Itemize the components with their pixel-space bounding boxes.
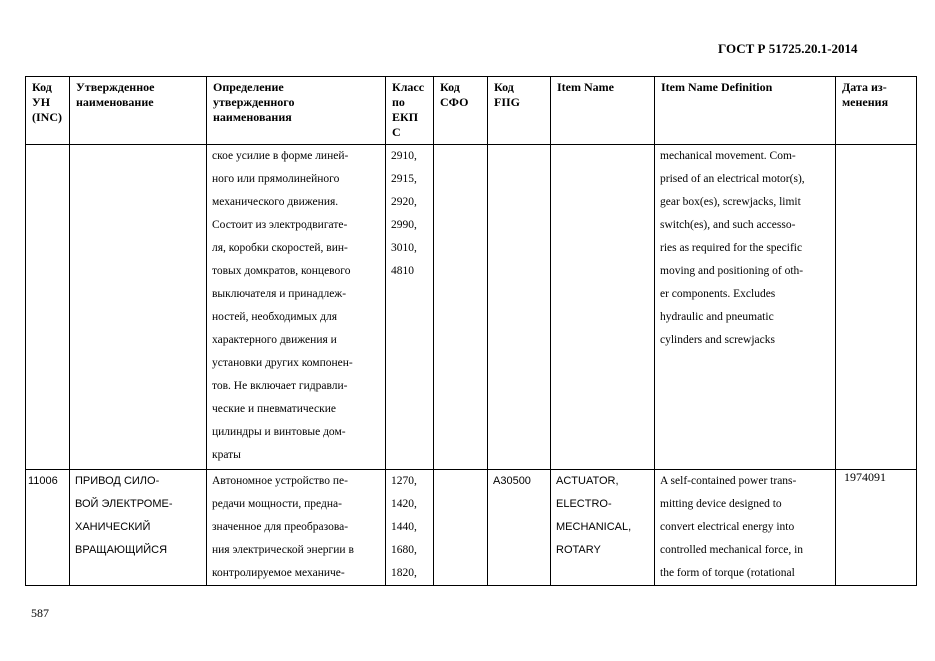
column-header: Код СФО (434, 77, 488, 145)
cell-line: hydraulic and pneumatic (660, 311, 774, 323)
cell-line: ния электрической энергии в (212, 544, 354, 556)
cell-line: A30500 (493, 475, 531, 487)
column-header: Дата из- менения (836, 77, 917, 145)
cell-line: ческие и пневматические (212, 403, 336, 415)
column-header: Определение утвержденного наименования (207, 77, 386, 145)
cell-line: краты (212, 449, 241, 461)
item-name-cell (551, 470, 655, 586)
cell-line: ностей, необходимых для (212, 311, 337, 323)
cell-line: выключателя и принадлеж- (212, 288, 347, 300)
table-row (26, 470, 917, 586)
cell-line: er components. Excludes (660, 288, 776, 300)
cell-line: ACTUATOR, (556, 475, 619, 487)
cell-line: ного или прямолинейного (212, 173, 340, 185)
cell-line: prised of an electrical motor(s), (660, 173, 805, 185)
inc-cell (26, 470, 70, 586)
cell-line: 1820, (391, 567, 417, 579)
cell-line: характерного движения и (212, 334, 337, 346)
column-header: Утвержденное наименование (70, 77, 207, 145)
cell-line: mechanical movement. Com- (660, 150, 796, 162)
document-code: ГОСТ Р 51725.20.1-2014 (718, 41, 858, 56)
inc-cell (26, 145, 70, 470)
cell-line: MECHANICAL, (556, 521, 632, 533)
cell-line: 2915, (391, 173, 417, 185)
cell-line: ское усилие в форме линей- (212, 150, 349, 162)
page-number: 587 (31, 606, 49, 620)
cell-line: A self-contained power trans- (660, 475, 797, 487)
column-header: Код FIIG (488, 77, 551, 145)
cell-line: товых домкратов, концевого (212, 265, 351, 277)
cell-line: ELECTRO- (556, 498, 612, 510)
cell-line: редачи мощности, предна- (212, 498, 342, 510)
cell-line: 1974091 (844, 470, 886, 484)
definition-cell (207, 145, 386, 470)
cell-line: cylinders and screwjacks (660, 334, 775, 346)
cell-line: 4810 (391, 265, 414, 277)
approved-name-cell (70, 145, 207, 470)
cell-line: 1440, (391, 521, 417, 533)
cell-line: the form of torque (rotational (660, 567, 795, 579)
item-name-cell (551, 145, 655, 470)
item-definition-cell (655, 145, 836, 470)
cell-line: ХАНИЧЕСКИЙ (75, 521, 151, 533)
cell-line: тов. Не включает гидравли- (212, 380, 348, 392)
sfo-cell (434, 470, 488, 586)
cell-line: controlled mechanical force, in (660, 544, 804, 556)
cell-line: ries as required for the specific (660, 242, 803, 254)
cell-line: 1680, (391, 544, 417, 556)
column-header: Item Name (551, 77, 655, 145)
cell-line: convert electrical energy into (660, 521, 795, 533)
column-header: Item Name Definition (655, 77, 836, 145)
cell-line: ля, коробки скоростей, вин- (212, 242, 348, 254)
column-header: Класс по ЕКП С (386, 77, 434, 145)
cell-line: значенное для преобразова- (212, 521, 349, 533)
sfo-cell (434, 145, 488, 470)
cell-line: ПРИВОД СИЛО- (75, 475, 160, 487)
cell-line: mitting device designed to (660, 498, 782, 510)
cell-line: 2910, (391, 150, 417, 162)
column-header: Код УН (INC) (26, 77, 70, 145)
fiig-cell (488, 145, 551, 470)
cell-line: Автономное устройство пе- (212, 475, 348, 487)
class-cell (386, 470, 434, 586)
cell-line: 11006 (28, 475, 58, 487)
cell-line: 1420, (391, 498, 417, 510)
date-cell (836, 470, 917, 586)
header-row (26, 77, 917, 145)
table-row (26, 145, 917, 470)
definition-cell (207, 470, 386, 586)
cell-line: 2920, (391, 196, 417, 208)
class-cell (386, 145, 434, 470)
approved-name-cell (70, 470, 207, 586)
date-cell (836, 145, 917, 470)
cell-line: 3010, (391, 242, 417, 254)
fiig-cell (488, 470, 551, 586)
cell-line: установки других компонен- (212, 357, 353, 369)
item-definition-cell (655, 470, 836, 586)
cell-line: ВРАЩАЮЩИЙСЯ (75, 544, 168, 556)
cell-line: Состоит из электродвигате- (212, 219, 348, 231)
cell-line: контролируемое механиче- (212, 567, 345, 579)
items-table (25, 76, 917, 586)
cell-line: 2990, (391, 219, 417, 231)
cell-line: moving and positioning of oth- (660, 265, 804, 277)
cell-line: gear box(es), screwjacks, limit (660, 196, 801, 208)
cell-line: 1270, (391, 475, 417, 487)
cell-line: ROTARY (556, 544, 601, 556)
cell-line: цилиндры и винтовые дом- (212, 426, 346, 438)
cell-line: switch(es), and such accesso- (660, 219, 796, 231)
cell-line: ВОЙ ЭЛЕКТРОМЕ- (75, 498, 173, 510)
cell-line: механического движения. (212, 196, 339, 208)
